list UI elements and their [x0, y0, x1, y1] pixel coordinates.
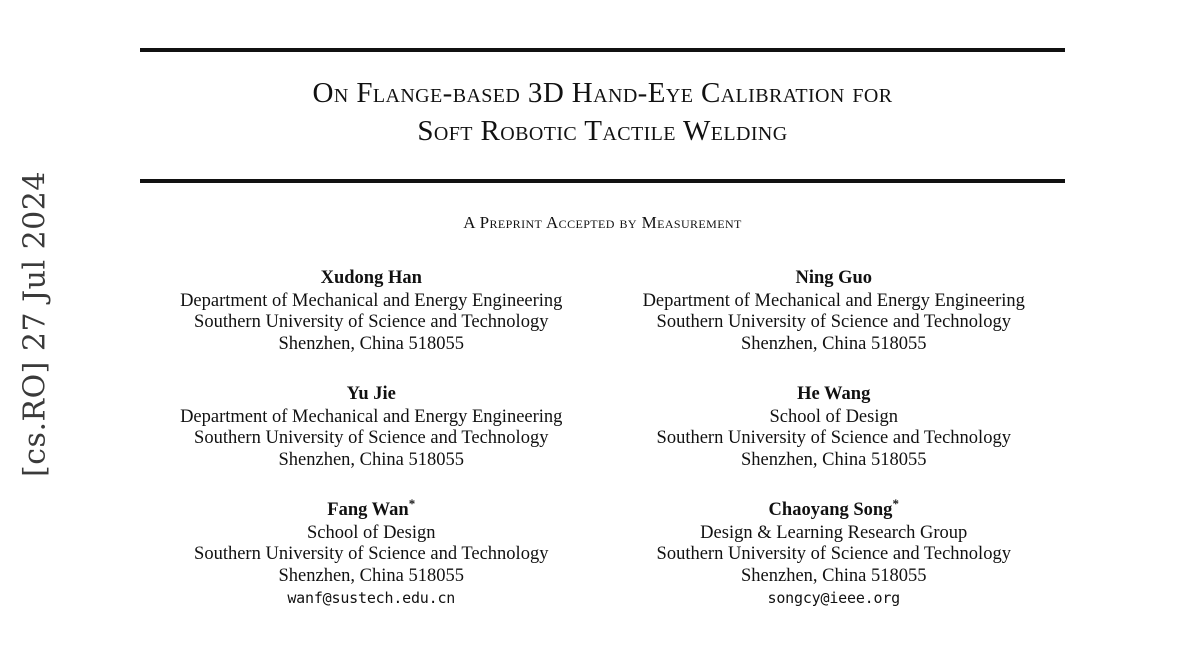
author-name — [140, 377, 603, 406]
author-affiliation-line: School of Design — [307, 522, 436, 543]
author-affiliation-line: Southern University of Science and Technology — [656, 312, 1011, 333]
author-affiliation-line: Shenzhen, China 518055 — [741, 333, 927, 354]
author-entry — [140, 493, 603, 610]
author-affiliation-line: Shenzhen, China 518055 — [278, 449, 464, 470]
author-affiliation-line: Design & Learning Research Group — [700, 522, 968, 543]
author-name-text: Fang Wan — [327, 500, 409, 521]
author-row — [140, 261, 1065, 355]
author-entry — [140, 377, 603, 471]
author-name — [603, 261, 1066, 290]
page-title-line-1: On Flange-based 3D Hand-Eye Calibration for — [312, 77, 893, 109]
author-name — [603, 377, 1066, 406]
author-entry — [603, 493, 1066, 610]
author-affiliation-line: Shenzhen, China 518055 — [741, 449, 927, 470]
author-entry — [603, 377, 1066, 471]
author-entry — [603, 261, 1066, 355]
author-name-text: Ning Guo — [795, 268, 873, 289]
author-affiliation-line: Southern University of Science and Technology — [194, 428, 549, 449]
author-affiliation-line: Southern University of Science and Technology — [656, 428, 1011, 449]
author-entry — [140, 261, 603, 355]
author-affiliation-line: Department of Mechanical and Energy Engineering — [180, 290, 563, 311]
author-affiliation-line: Department of Mechanical and Energy Engineering — [642, 290, 1025, 311]
author-affiliation-line: Shenzhen, China 518055 — [278, 565, 464, 586]
author-affiliation-line: Southern University of Science and Technology — [194, 544, 549, 565]
author-row — [140, 493, 1065, 610]
author-affiliation-line: Department of Mechanical and Energy Engineering — [180, 406, 563, 427]
author-name — [603, 493, 1066, 522]
author-name-text: Xudong Han — [320, 268, 422, 289]
paper-header — [140, 0, 1065, 648]
author-block — [140, 261, 1065, 610]
author-email[interactable]: wanf@sustech.edu.cn — [287, 589, 456, 608]
author-email[interactable]: songcy@ieee.org — [767, 589, 900, 608]
author-affiliation-line: Shenzhen, China 518055 — [278, 333, 464, 354]
author-affiliation-line: Shenzhen, China 518055 — [741, 565, 927, 586]
author-affiliation-line: Southern University of Science and Technology — [656, 544, 1011, 565]
author-affiliation-line: School of Design — [769, 406, 898, 427]
author-name-text: He Wang — [797, 384, 871, 405]
author-name — [140, 493, 603, 522]
author-name-text: Chaoyang Song — [768, 500, 893, 521]
author-name — [140, 261, 603, 290]
page-title — [140, 52, 1065, 166]
author-corresponding-marker: * — [408, 496, 416, 512]
page-title-line-2: Soft Robotic Tactile Welding — [417, 115, 788, 147]
author-row — [140, 377, 1065, 471]
arxiv-identifier-stamp — [0, 0, 70, 648]
author-affiliation-line: Southern University of Science and Technology — [194, 312, 549, 333]
title-rule-bottom — [140, 179, 1065, 183]
author-corresponding-marker: * — [892, 496, 899, 512]
author-name-text: Yu Jie — [346, 384, 396, 405]
arxiv-identifier-text: [cs.RO] 27 Jul 2024 — [17, 171, 53, 477]
preprint-note: A Preprint Accepted by Measurement — [463, 213, 742, 232]
